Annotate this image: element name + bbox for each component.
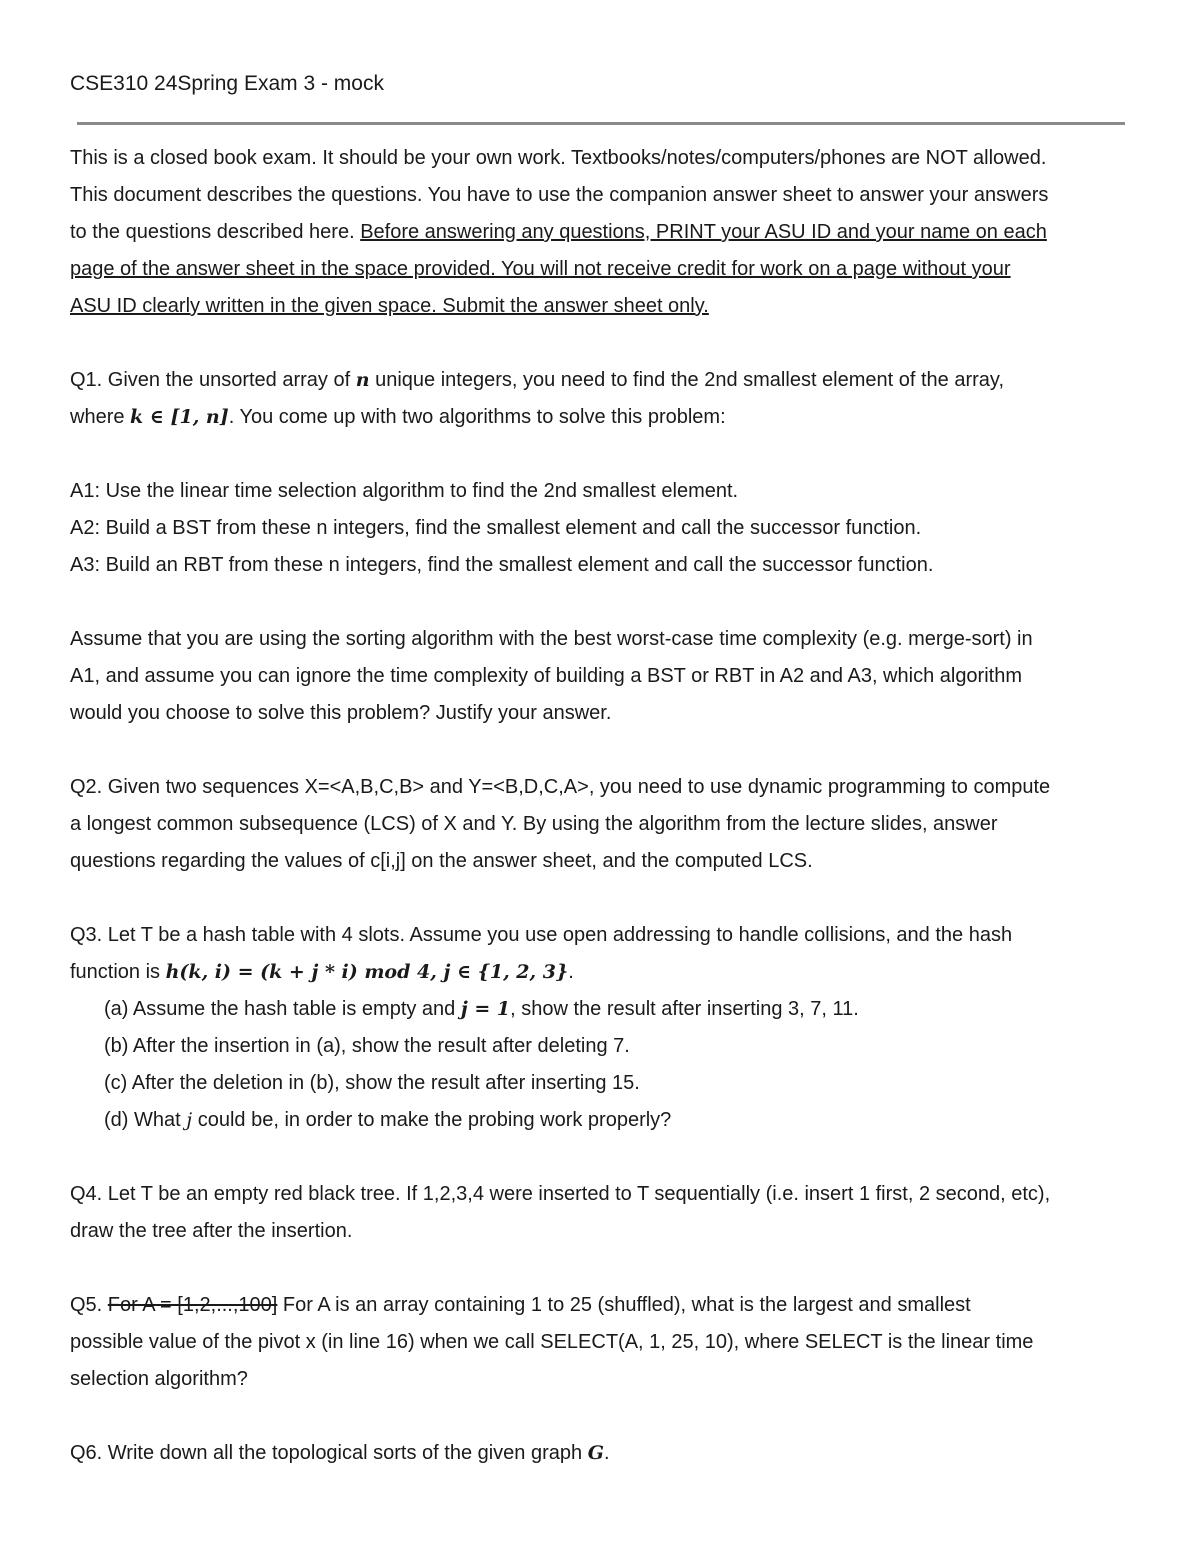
struck-text: For A = [1,2,...,100] [107, 1294, 278, 1316]
math-j-equals-1: j = 1 [460, 998, 511, 1020]
algorithm-a2: A2: Build a BST from these n integers, find the smallest element and call the successor function. [70, 517, 922, 539]
question-3c: (c) After the deletion in (b), show the result after inserting 15. [104, 1072, 640, 1094]
math-j: j [186, 1109, 193, 1131]
instructions-line: This is a closed book exam. It should be your own work. Textbooks/notes/computers/phones are NOT allowed. [70, 147, 1047, 169]
instructions-underlined: ASU ID clearly written in the given space. Submit the answer sheet only. [70, 295, 709, 317]
exam-content [70, 140, 1132, 1509]
instructions-underlined: page of the answer sheet in the space provided. You will not receive credit for work on a page without your [70, 258, 1011, 280]
instructions [70, 140, 1132, 325]
question-3: Q3. Let T be a hash table with 4 slots. Assume you use open addressing to handle collisions, and the hash function is h(k, i) = (k + j * i) mod 4, j ∈ {1, 2, 3}. (a) Assume the hash table is empty and j = 1, show the result after inserting 3, 7, 11. (b) After the insertion in (a), show the result after deleting 7. (c) After the deletion in (b), show the result after inserting 15. (d) What j could be, in order to make the probing work properly? [70, 917, 1132, 1139]
instructions-line [70, 251, 1132, 288]
question-4: Q4. Let T be an empty red black tree. If 1,2,3,4 were inserted to T sequentially (i.e. insert 1 first, 2 second, etc), draw the tree after the insertion. [70, 1183, 1051, 1242]
question-3a: (a) Assume the hash table is empty and j = 1, show the result after inserting 3, 7, 11. [104, 998, 859, 1020]
header-divider [77, 122, 1125, 125]
instructions-underlined: Before answering any questions, PRINT your ASU ID and your name on each [360, 221, 1047, 243]
question-1-algorithms [70, 473, 1132, 584]
question-3d: (d) What j could be, in order to make the probing work properly? [104, 1109, 672, 1131]
math-graph-g: G [587, 1442, 604, 1464]
page-title: CSE310 24Spring Exam 3 - mock [70, 72, 384, 95]
instructions-line: to the questions described here. Before answering any questions, PRINT your ASU ID and your name on each [70, 221, 1047, 243]
instructions-line: This document describes the questions. You have to use the companion answer sheet to answer your answers [70, 184, 1049, 206]
question-1-assumption: Assume that you are using the sorting algorithm with the best worst-case time complexity (e.g. merge-sort) in A1, and assume you can ignore the time complexity of building a BST or RBT in A2 and A3, which algorithm would you choose to solve this problem? Justify your answer. [70, 628, 1033, 724]
instructions-line [70, 288, 1132, 325]
math-k-range: k ∈ [1, n] [130, 406, 229, 428]
question-5: Q5. For A = [1,2,...,100] For A is an array containing 1 to 25 (shuffled), what is the largest and smallest possible value of the pivot x (in line 16) when we call SELECT(A, 1, 25, 10), where SELECT is the linear time selection algorithm? [70, 1294, 1034, 1390]
question-2: Q2. Given two sequences X=<A,B,C,B> and Y=<B,D,C,A>, you need to use dynamic programming to compute a longest common subsequence (LCS) of X and Y. By using the algorithm from the lecture slides, answer questions regarding the values of c[i,j] on the answer sheet, and the computed LCS. [70, 776, 1051, 872]
question-1: Q1. Given the unsorted array of n unique integers, you need to find the 2nd smallest element of the array, where k ∈ [1, n]. You come up with two algorithms to solve this problem: [70, 369, 1004, 428]
question-6: Q6. Write down all the topological sorts of the given graph G. [70, 1442, 610, 1464]
question-3b: (b) After the insertion in (a), show the result after deleting 7. [104, 1035, 630, 1057]
algorithm-a3: A3: Build an RBT from these n integers, find the smallest element and call the successor function. [70, 554, 934, 576]
math-hash-function: h(k, i) = (k + j * i) mod 4, j ∈ {1, 2, 3} [165, 961, 569, 983]
algorithm-a1: A1: Use the linear time selection algorithm to find the 2nd smallest element. [70, 480, 739, 502]
math-n: n [355, 369, 370, 391]
